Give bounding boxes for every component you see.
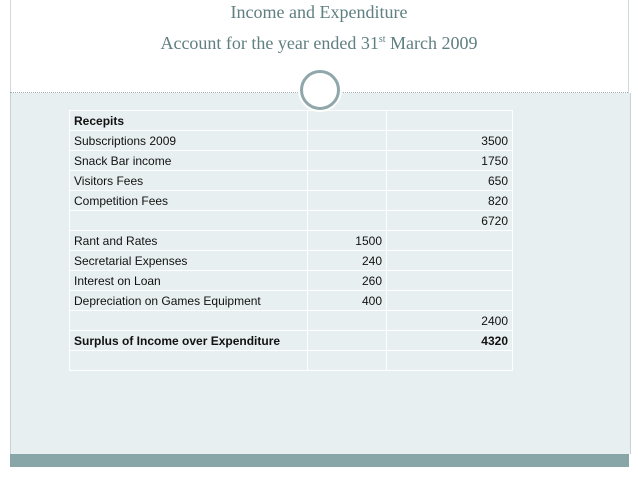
title-line-1: Income and Expenditure (230, 2, 408, 22)
row-total-amount: 6720 (387, 211, 513, 231)
row-expense-amount: 1500 (308, 231, 387, 251)
title-line-2-prefix: Account for the year ended 31 (160, 33, 379, 53)
row-expense-amount: 240 (308, 251, 387, 271)
row-label (70, 351, 308, 371)
row-expense-amount (308, 351, 387, 371)
table-row (70, 151, 513, 171)
title-line-2-superscript: st (378, 34, 386, 45)
row-expense-amount (308, 191, 387, 211)
row-total-amount: 650 (387, 171, 513, 191)
row-label: Snack Bar income (70, 151, 308, 171)
row-label: Rant and Rates (70, 231, 308, 251)
row-expense-amount (308, 311, 387, 331)
table-row (70, 131, 513, 151)
row-label (70, 311, 308, 331)
table-row (70, 231, 513, 251)
table-row (70, 291, 513, 311)
table-row (70, 351, 513, 371)
row-total-amount (387, 271, 513, 291)
table-row (70, 311, 513, 331)
title-line-2 (0, 33, 638, 54)
table-row (70, 211, 513, 231)
row-label: Recepits (70, 111, 308, 131)
row-label: Subscriptions 2009 (70, 131, 308, 151)
income-expenditure-table (69, 110, 513, 371)
table-row (70, 271, 513, 291)
row-total-amount (387, 291, 513, 311)
row-expense-amount: 400 (308, 291, 387, 311)
table-row (70, 191, 513, 211)
row-total-amount: 4320 (387, 331, 513, 351)
row-total-amount (387, 351, 513, 371)
title-line-2-suffix: March 2009 (385, 33, 478, 53)
row-total-amount (387, 111, 513, 131)
row-label: Competition Fees (70, 191, 308, 211)
row-total-amount (387, 251, 513, 271)
footer-bar (10, 454, 629, 467)
row-expense-amount (308, 131, 387, 151)
row-label (70, 211, 308, 231)
row-expense-amount (308, 171, 387, 191)
row-expense-amount (308, 151, 387, 171)
row-expense-amount: 260 (308, 271, 387, 291)
row-total-amount: 1750 (387, 151, 513, 171)
row-label: Depreciation on Games Equipment (70, 291, 308, 311)
table-row (70, 171, 513, 191)
row-label: Visitors Fees (70, 171, 308, 191)
row-total-amount: 820 (387, 191, 513, 211)
row-label: Secretarial Expenses (70, 251, 308, 271)
table-row (70, 251, 513, 271)
row-total-amount: 3500 (387, 131, 513, 151)
row-total-amount: 2400 (387, 311, 513, 331)
divider-circle-ornament (300, 70, 340, 110)
row-expense-amount (308, 111, 387, 131)
row-expense-amount (308, 211, 387, 231)
row-expense-amount (308, 331, 387, 351)
row-label: Interest on Loan (70, 271, 308, 291)
table-row (70, 331, 513, 351)
row-label: Surplus of Income over Expenditure (70, 331, 308, 351)
row-total-amount (387, 231, 513, 251)
table-row (70, 111, 513, 131)
